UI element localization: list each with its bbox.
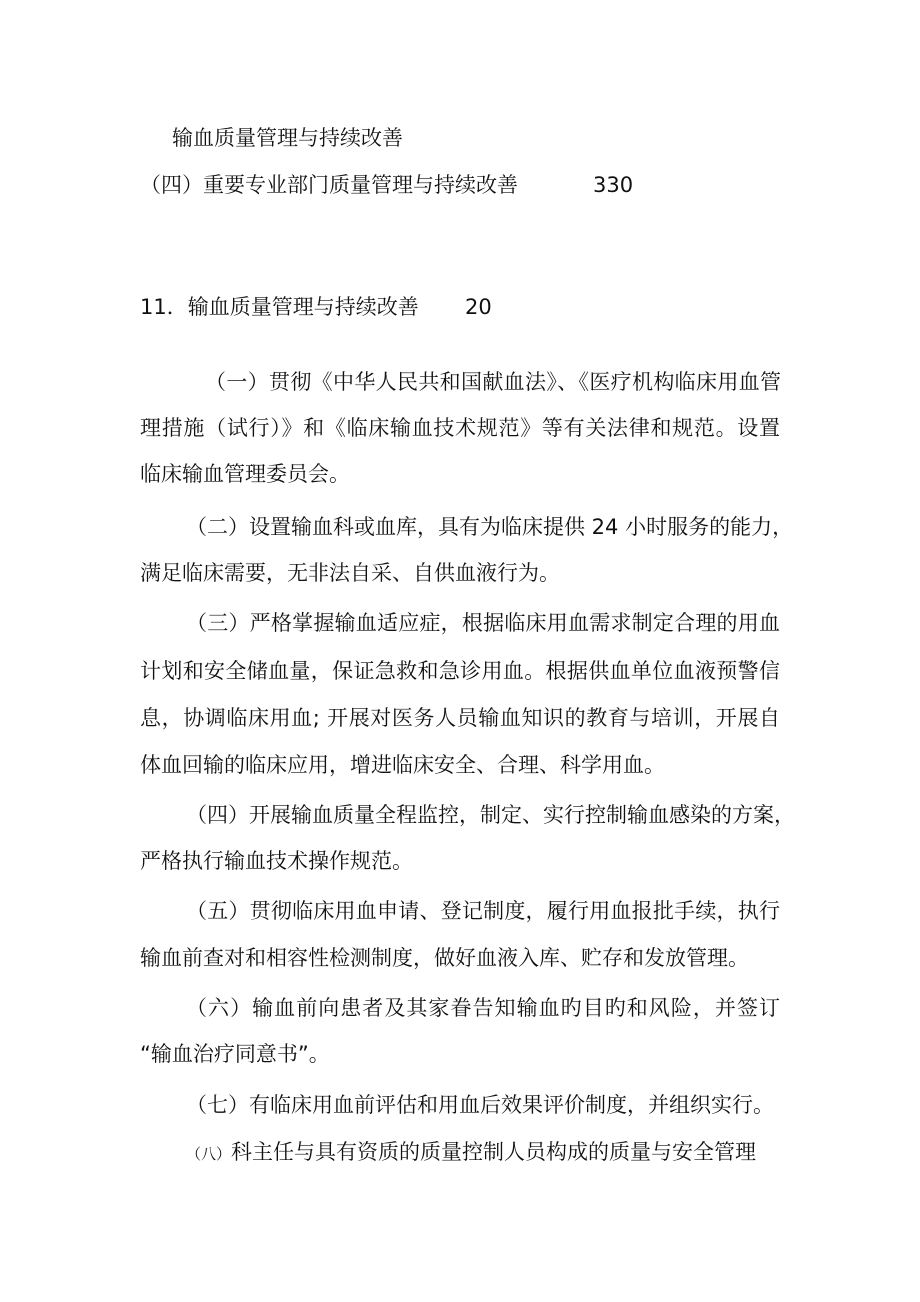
paragraph-3-line-4: 体血回输的临床应用，增进临床安全、合理、科学用血。 bbox=[140, 753, 665, 777]
paragraph-2-line-2: 满足临床需要，无非法自采、自供血液行为。 bbox=[140, 561, 560, 585]
section-title: 11．输血质量管理与持续改善 bbox=[140, 295, 419, 319]
paragraph-8-line-1: 科主任与具有资质的质量控制人员构成的质量与安全管理 bbox=[231, 1140, 757, 1164]
paragraph-6-line-1: （六）输血前向患者及其家眷告知输血旳目旳和风险，并签订 bbox=[186, 996, 780, 1020]
paragraph-1-line-3: 临床输血管理委员会。 bbox=[140, 462, 350, 486]
paragraph-2-line-1: （二）设置输血科或血库，具有为临床提供 24 小时服务的能力， bbox=[186, 515, 794, 539]
paragraph-3-line-1: （三）严格掌握输血适应症，根据临床用血需求制定合理的用血 bbox=[186, 611, 780, 635]
paragraph-8-line-1-wrap bbox=[186, 1137, 756, 1169]
paragraph-8-prefix: （八） bbox=[186, 1145, 232, 1163]
paragraph-7-line-1: （七）有临床用血前评估和用血后效果评价制度，并组织实行。 bbox=[186, 1093, 774, 1117]
paragraph-3-line-3: 息，协调临床用血; 开展对医务人员输血知识的教育与培训，开展自 bbox=[140, 706, 780, 730]
header-line-2-score: 330 bbox=[593, 173, 634, 197]
header-line-2-title: （四）重要专业部门质量管理与持续改善 bbox=[140, 173, 518, 197]
paragraph-5-line-2: 输血前查对和相容性检测制度，做好血液入库、贮存和发放管理。 bbox=[140, 946, 749, 970]
header-line-1: 输血质量管理与持续改善 bbox=[172, 126, 403, 150]
paragraph-3-line-2: 计划和安全储血量，保证急救和急诊用血。根据供血单位血液预警信 bbox=[140, 659, 780, 683]
paragraph-6-line-2: “输血治疗同意书”。 bbox=[140, 1042, 330, 1066]
paragraph-1-line-2: 理措施（试行）》和《临床输血技术规范》等有关法律和规范。设置 bbox=[140, 416, 780, 440]
paragraph-4-line-2: 严格执行输血技术操作规范。 bbox=[140, 849, 413, 873]
paragraph-5-line-1: （五）贯彻临床用血申请、登记制度，履行用血报批手续，执行 bbox=[186, 899, 780, 923]
paragraph-4-line-1: （四）开展输血质量全程监控，制定、实行控制输血感染的方案， bbox=[186, 803, 795, 827]
paragraph-1-line-1: （一）贯彻《中华人民共和国献血法》、《医疗机构临床用血管 bbox=[205, 370, 781, 394]
section-score: 20 bbox=[465, 295, 492, 319]
